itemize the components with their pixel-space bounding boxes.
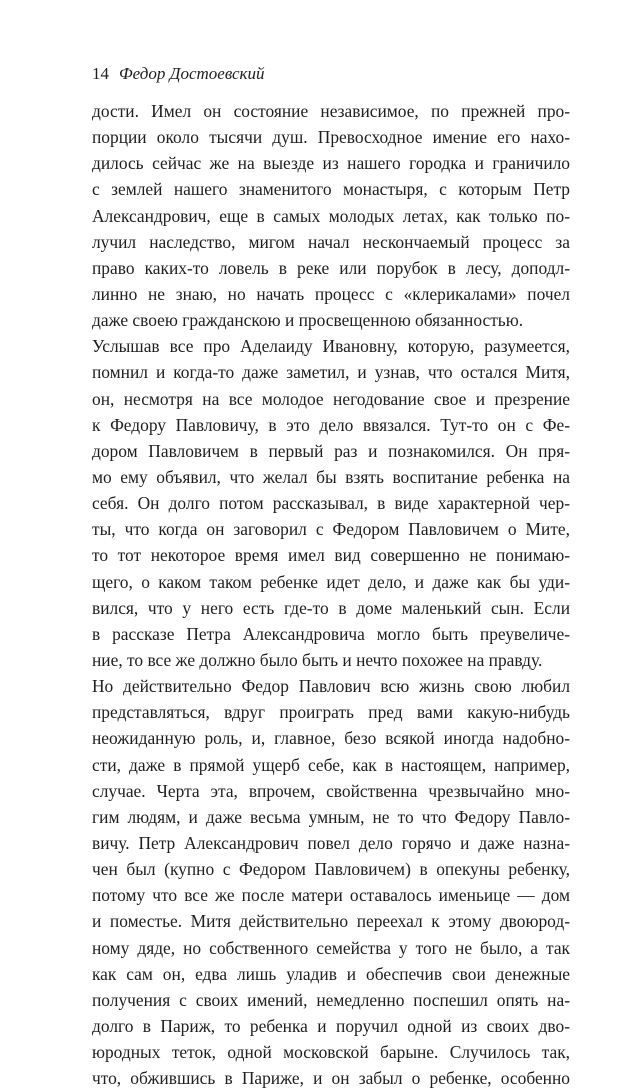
text-line: юродных теток, одной московской барыне. Случилось так, [92,1042,570,1063]
text-line: мо ему объявил, что желал бы взять воспитание ребенка на [92,466,570,487]
text-line: помнил и когда-то даже заметил, и узнав, что остался Митя, [92,362,570,383]
text-line: ному дяде, но собственного семейства у того не было, а так [92,937,570,958]
text-line: потому что все же после матери оставалось именьице — дом [92,885,570,906]
text-line: с землей нашего знаменитого монастыря, с которым Петр [92,179,570,200]
text-line: неожиданную роль, и, главное, безо всякой иногда надобно- [92,728,570,749]
text-line: долго в Париж, то ребенка и поручил одной из своих дво- [92,1015,570,1036]
text-line: что, обжившись в Париже, и он забыл о ребенке, особенно [92,1068,570,1089]
text-line: щего, о каком таком ребенке идет дело, и даже как бы уди- [92,571,570,592]
text-line: случае. Черта эта, впрочем, свойственна чрезвычайно мно- [92,780,570,801]
text-line: получения с своих имений, немедленно поспешил опять на- [92,989,570,1010]
text-line: Но действительно Федор Павлович всю жизнь свою любил [92,676,570,697]
text-line: он, несмотря на все молодое негодование свое и презрение [92,388,570,409]
text-line: дилось сейчас же на выезде из нашего городка и граничило [92,153,570,174]
text-line: Услышав все про Аделаиду Ивановну, которую, разумеется, [92,336,570,357]
text-line: даже своею гражданскою и просвещенною обязанностью. [92,310,524,331]
text-line: в рассказе Петра Александровича могло быть преувеличе- [92,623,570,644]
body-text [92,98,570,1091]
text-line: представляться, вдруг проиграть пред вами какую-нибудь [92,702,570,723]
text-line: Александрович, еще в самых молодых летах, как только по- [92,205,570,226]
text-line: себя. Он долго потом рассказывал, в виде характерной чер- [92,493,570,514]
text-line: и поместье. Митя действительно переехал к этому двоюрод- [92,911,570,932]
running-head [92,64,264,84]
text-line: лучил наследство, мигом начал нескончаемый процесс за [92,231,570,252]
text-line: к Федору Павловичу, в это дело ввязался. Тут-то он с Фе- [92,414,570,435]
text-line: как сам он, едва лишь уладив и обеспечив свои денежные [92,963,570,984]
text-line: линно не знаю, но начать процесс с «клерикалами» почел [92,283,570,304]
text-line: вичу. Петр Александрович повел дело горячо и даже назна- [92,832,570,853]
text-line: порции около тысячи душ. Превосходное имение его нахо- [92,127,570,148]
text-line: вился, что у него есть где-то в доме маленький сын. Если [92,597,570,618]
page-number: 14 [92,64,109,83]
text-line: то тот некоторое время имел вид совершенно не понимаю- [92,545,570,566]
text-line: гим людям, и даже весьма умным, не то что Федору Павло- [92,806,570,827]
text-line: чен был (купно с Федором Павловичем) в опекуны ребенку, [92,859,570,880]
author-name: Федор Достоевский [119,64,265,83]
text-line: сти, даже в прямой ущерб себе, как в настоящем, например, [92,754,570,775]
text-line: дости. Имел он состояние независимое, по прежней про- [92,101,570,121]
text-line: ние, то все же должно было быть и нечто похожее на правду. [92,649,543,670]
text-line: ты, что когда он заговорил с Федором Павловичем о Мите, [92,519,570,540]
text-line: дором Павловичем в первый раз и познакомился. Он пря- [92,440,570,461]
text-line: право каких-то ловель в реке или порубок в лесу, доподл- [92,257,570,278]
